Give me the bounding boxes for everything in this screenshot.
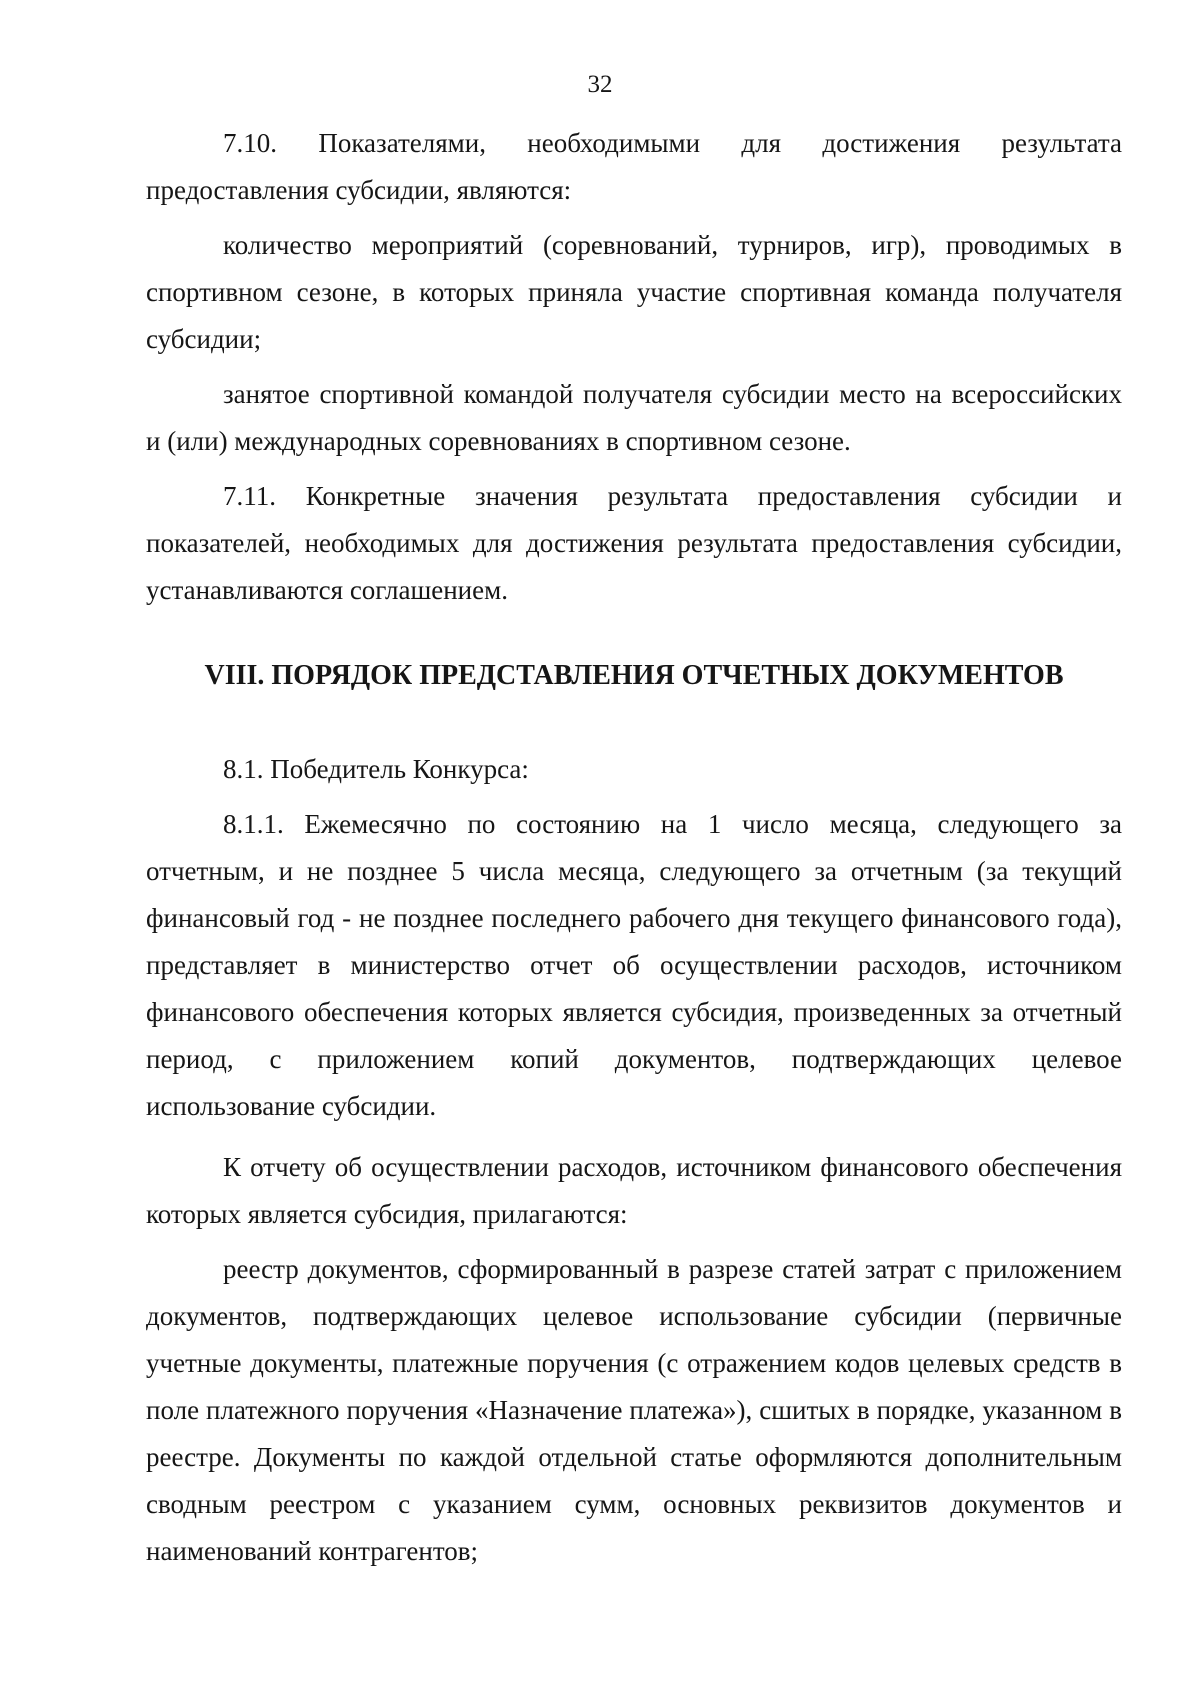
section-heading: VIII. ПОРЯДОК ПРЕДСТАВЛЕНИЯ ОТЧЕТНЫХ ДОКУМЕНТОВ [204,660,1064,691]
paragraph-events-count: количество мероприятий (соревнований, турниров, игр), проводимых в спортивном сезоне, в которых приняла участие спортивная команда получателя субсидии; [146,230,1122,354]
page-number: 32 [587,71,613,98]
paragraph-document-registry: реестр документов, сформированный в разрезе статей затрат с приложением документов, подтверждающих целевое использование субсидии (первичные учетные документы, платежные поручения (с отражением кодов целевых средств в поле платежного поручения «Назначение платежа»), сшитых в порядке, указанном в реестре. Документы по каждой отдельной статье оформляются дополнительным сводным реестром с указанием сумм, основных реквизитов документов и наименований контрагентов; [146,1254,1122,1566]
paragraph-7-10: 7.10. Показателями, необходимыми для достижения результата предоставления субсидии, являются: [146,128,1122,205]
paragraph-place-taken: занятое спортивной командой получателя субсидии место на всероссийских и (или) международных соревнованиях в спортивном сезоне. [146,379,1122,456]
paragraph-8-1-1: 8.1.1. Ежемесячно по состоянию на 1 число месяца, следующего за отчетным, и не позднее 5 числа месяца, следующего за отчетным (за текущий финансовый год - не позднее последнего рабочего дня текущего финансового года), представляет в министерство отчет об осуществлении расходов, источником финансового обеспечения которых является субсидия, произведенных за отчетный период, с приложением копий документов, подтверждающих целевое использование субсидии. [146,809,1122,1121]
paragraph-8-1: 8.1. Победитель Конкурса: [223,754,529,784]
paragraph-report-attachments: К отчету об осуществлении расходов, источником финансового обеспечения которых является субсидия, прилагаются: [146,1152,1122,1229]
document-body [146,120,1122,1575]
paragraph-7-11: 7.11. Конкретные значения результата предоставления субсидии и показателей, необходимых для достижения результата предоставления субсидии, устанавливаются соглашением. [146,481,1122,605]
